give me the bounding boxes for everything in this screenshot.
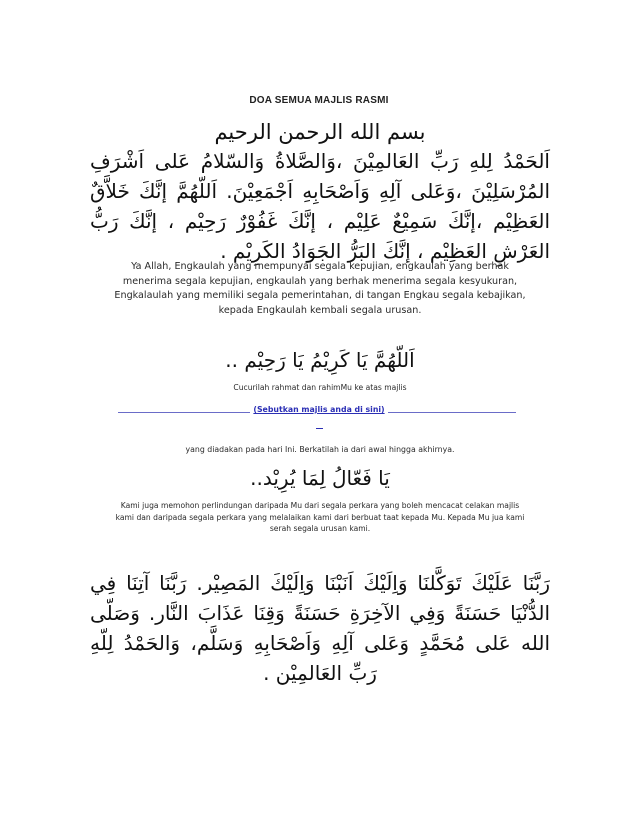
- arabic-invocation-faal: يَا فَعّالُ لِمَا يُرِيْد..: [250, 466, 390, 490]
- arabic-closing-prayer: رَبَّنَا عَلَيْكَ تَوَكَّلنَا وَاِلَيْكَ اَنَبْنَا وَاِلَيْكَ المَصِيْر. رَبَّنَا آتِنَا فِي الدُّنْيَا حَسَنَةً وَفِي الآخِرَةِ حَسَنَةً وَقِنَا عَذَابَ النَّار. وَصَلّى الله عَلى مُحَمَّدٍ وَعَلى آلِهِ وَاَصْحَابِهِ وَسَلَّم، وَالحَمْدُ لِلّهِ رَبِّ العَالمِيْن .: [90, 571, 550, 685]
- note-placeholder-text: (Sebutkan majlis anda di sini): [250, 405, 387, 414]
- document-title: DOA SEMUA MAJLIS RASMI: [249, 95, 389, 106]
- arabic-invocation-karim: اَللّهُمَّ يَا كَرِيْمُ يَا رَحِيْم ..: [225, 348, 415, 372]
- arabic-opening-prayer: اَلحَمْدُ لِلهِ رَبِّ العَالمِيْنَ ،وَالصَّلاةُ وَالسّلامُ عَلى اَشْرَفِ المُرْسَلِيْنَ ،وَعَلى آلِهِ وَاَصْحَابِهِ اَجْمَعِيْنَ. اَللّهُمَّ إنَّكَ خَلاَّقٌ العَظِيْم ،إنَّكَ سَمِيْعٌ عَلِيْم ، إنَّكَ غَفُوْرٌ رَحِيْم ، إنَّكَ رَبُّ العَرْشِ العَظِيْم ، إنَّكَ البَرُّ الجَوَادُ الكَرِيْم .: [90, 149, 550, 263]
- arabic-basmala: بسم الله الرحمن الرحيم: [214, 120, 426, 144]
- malay-perlindungan-paragraph: Kami juga memohon perlindungan daripada Mu dari segala perkara yang boleh mencacat celakan majlis kami dan daripada segala perkara yang melalaikan kami dari berbuat taat kepada Mu. Kepada Mu jua kami serah segala urusan kami.: [115, 501, 525, 534]
- note-placeholder: [0, 405, 638, 414]
- malay-praise-paragraph: Ya Allah, Engkaulah yang mempunyai segala kepujian, engkaulah yang berhak menerima segala kepujian, engkaulah yang berhak menerima segala kesyukuran, Engkalaulah yang memiliki segala pemerintahan, di tangan Engkau segala kebajikan, kepada Engkaulah kembali segala urusan.: [114, 261, 526, 316]
- text-cursor-mark: [316, 428, 323, 429]
- malay-cucuri-line: Cucurilah rahmat dan rahimMu ke atas majlis: [233, 383, 407, 392]
- malay-diadakan-line: yang diadakan pada hari Ini. Berkatilah ia dari awal hingga akhirnya.: [185, 445, 455, 454]
